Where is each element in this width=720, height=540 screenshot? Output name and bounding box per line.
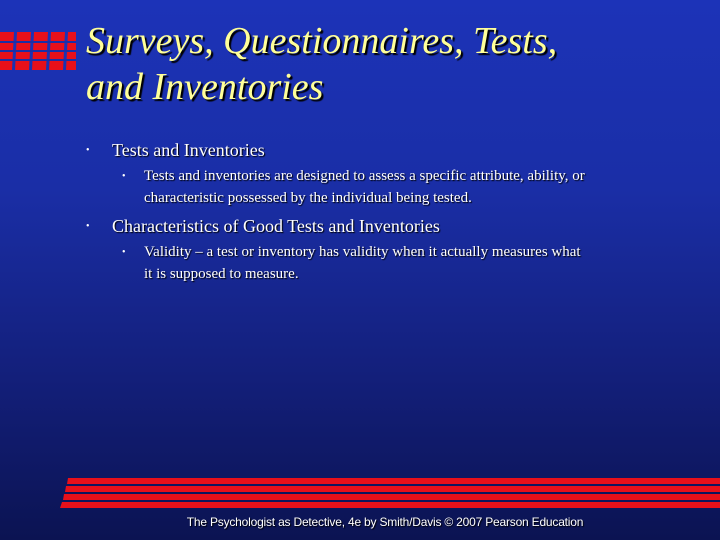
bullet-item-tests-inventories: Tests and Inventories [112, 140, 265, 160]
sub-bullet-definition [144, 165, 694, 209]
slide-title [86, 18, 706, 110]
bullet-item-characteristics: Characteristics of Good Tests and Inventories [112, 216, 440, 236]
bullet-marker: • [86, 145, 90, 156]
decorative-stripes-bottom [60, 478, 720, 508]
sub-bullet-marker: • [122, 247, 126, 258]
decorative-stripes-top [0, 32, 76, 70]
slide-title-line-2: and Inventories [86, 66, 324, 108]
sub-bullet-definition-line-2: characteristic possessed by the individual being tested. [144, 190, 472, 206]
sub-bullet-definition-line-1: Tests and inventories are designed to assess a specific attribute, ability, or [144, 168, 585, 184]
slide-title-line-1: Surveys, Questionnaires, Tests, [86, 20, 558, 62]
slide-footer: The Psychologist as Detective, 4e by Smith/Davis © 2007 Pearson Education [186, 515, 584, 529]
sub-bullet-validity-line-2: it is supposed to measure. [144, 266, 299, 282]
sub-bullet-validity [144, 241, 694, 285]
sub-bullet-marker: • [122, 171, 126, 182]
sub-bullet-validity-line-1: Validity – a test or inventory has validity when it actually measures what [144, 244, 581, 260]
bullet-marker: • [86, 221, 90, 232]
